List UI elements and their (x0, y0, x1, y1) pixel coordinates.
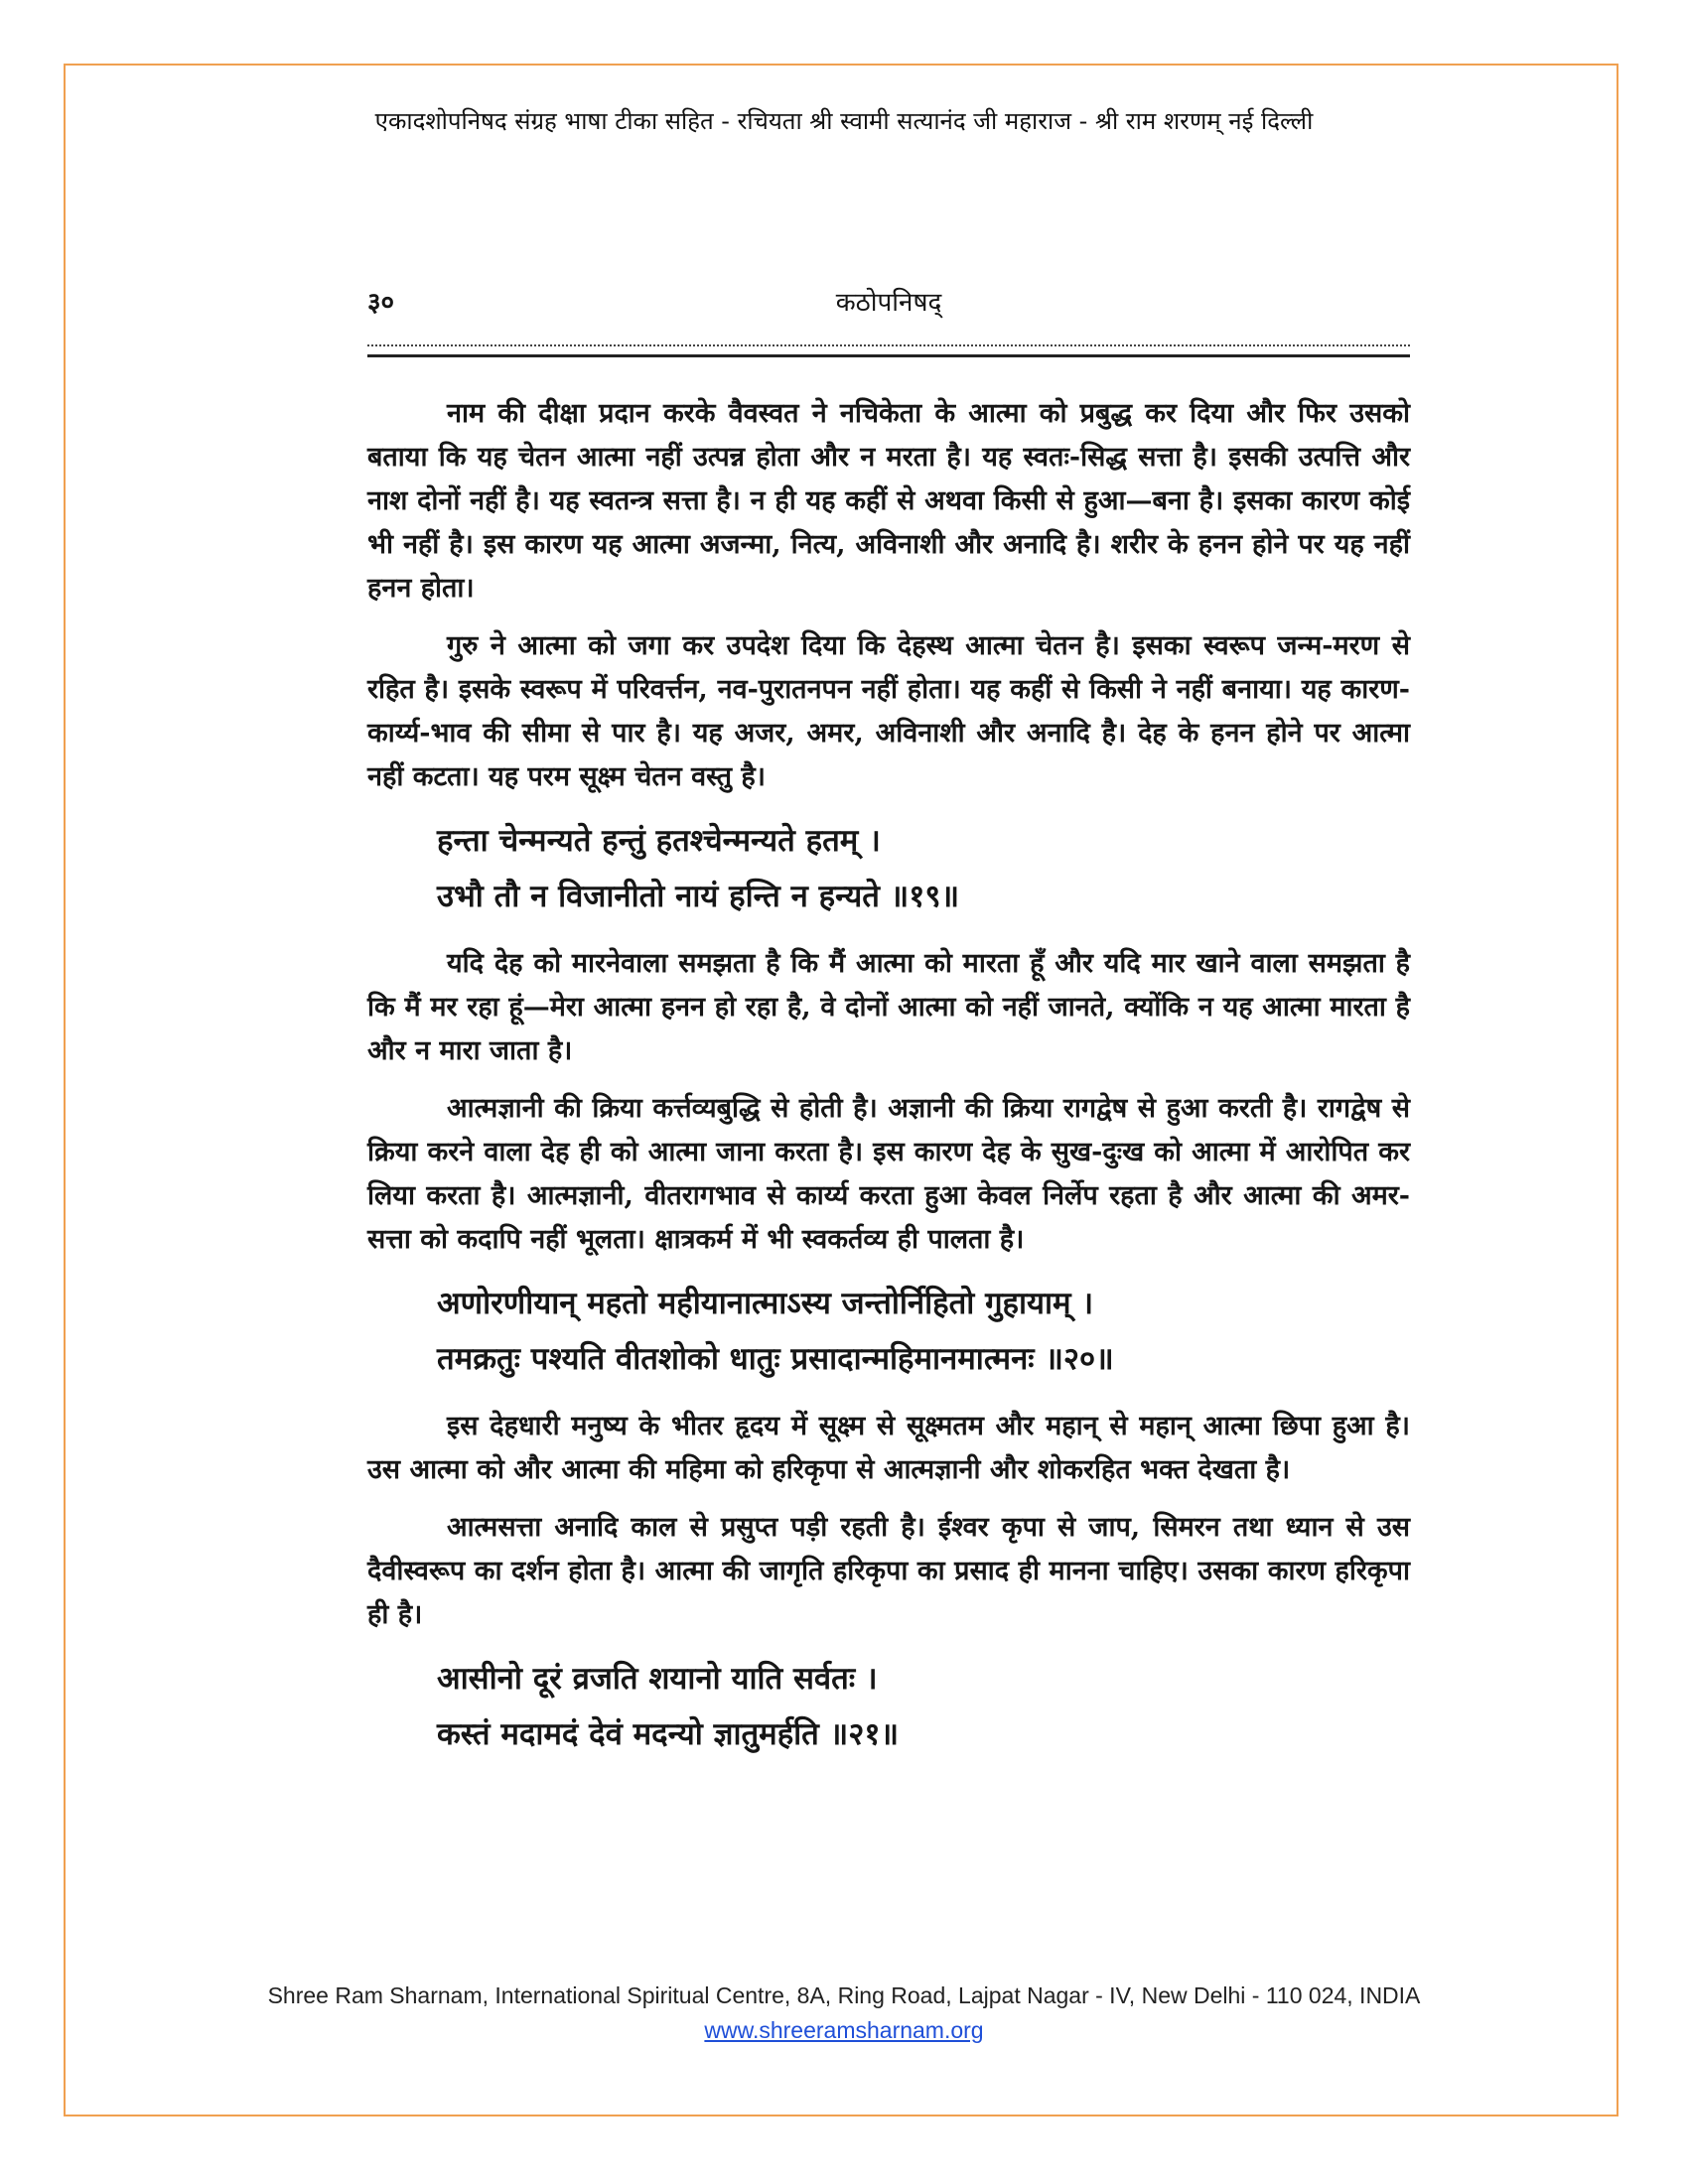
website-link[interactable]: www.shreeramsharnam.org (704, 2017, 984, 2043)
paragraph-2: गुरु ने आत्मा को जगा कर उपदेश दिया कि देहस्थ आत्मा चेतन है। इसका स्वरूप जन्म-मरण से रहित है। इसके स्वरूप में परिवर्त्तन, नव-पुरातनपन नहीं होता। यह कहीं से किसी ने नहीं बनाया। यह कारण-कार्य्य-भाव की सीमा से पार है। यह अजर, अमर, अविनाशी और अनादि है। देह के हनन होने पर आत्मा नहीं कटता। यह परम सूक्ष्म चेतन वस्तु है। (367, 630, 1410, 792)
paragraph-4: आत्मज्ञानी की क्रिया कर्त्तव्यबुद्धि से होती है। अज्ञानी की क्रिया रागद्वेष से हुआ करती है। रागद्वेष से क्रिया करने वाला देह ही को आत्मा जाना करता है। इस कारण देह के सुख-दुःख को आत्मा में आरोपित कर लिया करता है। आत्मज्ञानी, वीतरागभाव से कार्य्य करता हुआ केवल निर्लेप रहता है और आत्मा की अमर-सत्ता को कदापि नहीं भूलता। क्षात्रकर्म में भी स्वकर्तव्य ही पालता है। (367, 1093, 1410, 1255)
verse-line: हन्ता चेन्मन्यते हन्तुं हतश्चेन्मन्यते हतम् । (437, 823, 881, 859)
verse-line: आसीनो दूरं व्रजति शयानो याति सर्वतः । (437, 1661, 878, 1697)
footer-website (0, 2017, 1688, 2044)
paragraph-5: इस देहधारी मनुष्य के भीतर हृदय में सूक्ष्म से सूक्ष्मतम और महान् से महान् आत्मा छिपा हुआ है। उस आत्मा को और आत्मा की महिमा को हरिकृपा से आत्मज्ञानी और शोकरहित भक्त देखता है। (367, 1411, 1410, 1485)
header-dotted-rule (367, 344, 1410, 346)
page-header (367, 283, 1410, 323)
header-solid-rule (367, 354, 1410, 357)
footer-address: Shree Ram Sharnam, International Spiritual Centre, 8A, Ring Road, Lajpat Nagar - IV, New Delhi - 110 024, INDIA (267, 1982, 1421, 2008)
verse-20 (367, 1276, 1410, 1387)
page-number: ३० (367, 288, 395, 318)
page-title: कठोपनिषद् (835, 288, 942, 318)
verse-19 (367, 813, 1410, 924)
page-content (367, 392, 1410, 1780)
verse-line: उभौ तौ न विजानीतो नायं हन्ति न हन्यते ॥१९॥ (437, 879, 960, 914)
verse-line: अणोरणीयान् महतो महीयानात्माऽस्य जन्तोर्निहितो गुहायाम् । (437, 1286, 1094, 1321)
paragraph-1: नाम की दीक्षा प्रदान करके वैवस्वत ने नचिकेता के आत्मा को प्रबुद्ध कर दिया और फिर उसको बताया कि यह चेतन आत्मा नहीं उत्पन्न होता और न मरता है। यह स्वतः-सिद्ध सत्ता है। इसकी उत्पत्ति और नाश दोनों नहीं है। यह स्वतन्त्र सत्ता है। न ही यह कहीं से अथवा किसी से हुआ—बना है। इसका कारण कोई भी नहीं है। इस कारण यह आत्मा अजन्मा, नित्य, अविनाशी और अनादि है। शरीर के हनन होने पर यह नहीं हनन होता। (367, 398, 1410, 604)
verse-line: तमक्रतुः पश्यति वीतशोको धातुः प्रसादान्महिमानमात्मनः ॥२०॥ (437, 1341, 1114, 1377)
paragraph-6: आत्मसत्ता अनादि काल से प्रसुप्त पड़ी रहती है। ईश्वर कृपा से जाप, सिमरन तथा ध्यान से उस दैवीस्वरूप का दर्शन होता है। आत्मा की जागृति हरिकृपा का प्रसाद ही मानना चाहिए। उसका कारण हरिकृपा ही है। (367, 1512, 1410, 1630)
verse-21 (367, 1651, 1410, 1762)
document-banner: एकादशोपनिषद संग्रह भाषा टीका सहित - रचियता श्री स्वामी सत्यानंद जी महाराज - श्री राम शरणम् नई दिल्ली (374, 107, 1314, 135)
verse-line: कस्तं मदामदं देवं मदन्यो ज्ञातुमर्हति ॥२१॥ (437, 1716, 900, 1752)
scanned-page (318, 194, 1430, 1961)
paragraph-3: यदि देह को मारनेवाला समझता है कि मैं आत्मा को मारता हूँ और यदि मार खाने वाला समझता है कि मैं मर रहा हूं—मेरा आत्मा हनन हो रहा है, वे दोनों आत्मा को नहीं जानते, क्योंकि न यह आत्मा मारता है और न मारा जाता है। (367, 948, 1410, 1066)
